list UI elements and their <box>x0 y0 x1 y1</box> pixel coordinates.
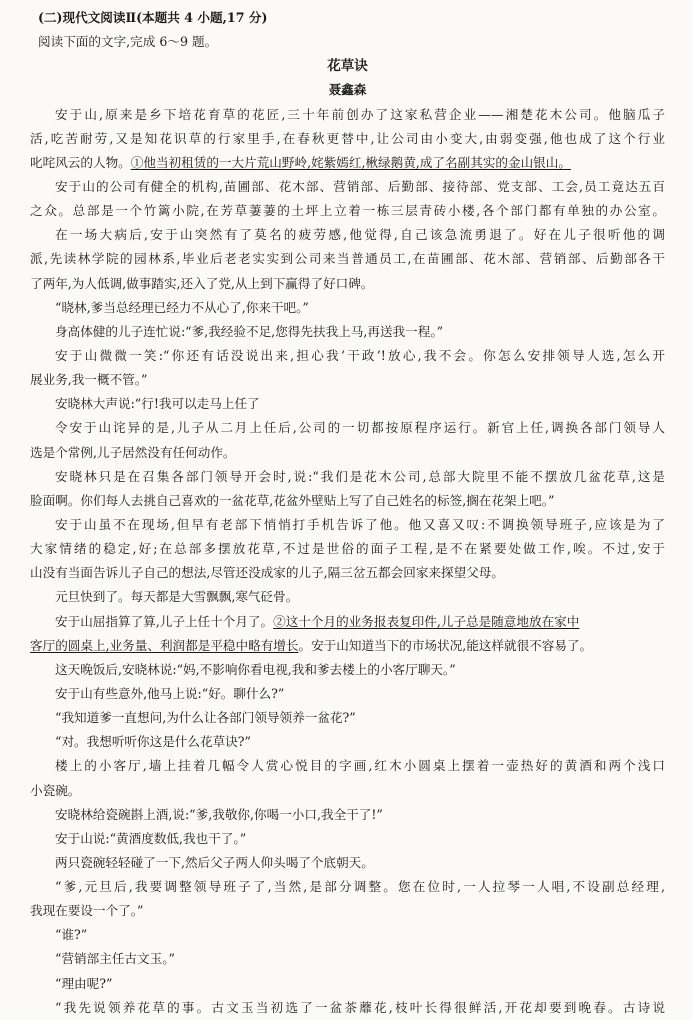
line-text: 之众。总部是一个竹篱小院,在芳草萋萋的土坪上立着一栋三层青砖小楼,各个部门都有单独的办公室。 <box>30 203 665 219</box>
text-line <box>30 972 665 996</box>
text-line <box>30 103 665 127</box>
essay-body <box>30 103 665 1020</box>
text-line <box>30 947 665 971</box>
text-line <box>30 416 665 440</box>
line-text: 安晓林只是在召集各部门领导开会时,说:“我们是花木公司,总部大院里不能不摆放几盆花草,这是 <box>55 468 665 484</box>
text-line <box>30 899 665 923</box>
line-text: 安晓林大声说:“行!我可以走马上任了 <box>55 396 260 412</box>
text-line <box>30 754 665 778</box>
text-line <box>30 851 665 875</box>
line-text: “理由呢?” <box>55 975 113 991</box>
text-line <box>30 537 665 561</box>
text-line <box>30 175 665 199</box>
underlined-sentence: 客厅的圆桌上,业务量、利润都是平稳中略有增长 <box>30 637 299 653</box>
line-text: 元旦快到了。每天都是大雪飘飘,寒气砭骨。 <box>55 589 299 605</box>
text-line <box>30 223 665 247</box>
line-text: 安于山有些意外,他马上说:“好。聊什么?” <box>55 685 285 701</box>
line-text: 展业务,我一概不管。” <box>30 372 148 388</box>
line-text: “我先说领养花草的事。古文玉当初选了一盆茶蘼花,枝叶长得很鲜活,开花却要到晚春。古诗说 <box>55 999 665 1015</box>
instruction: 阅读下面的文字,完成 6～9 题。 <box>38 34 218 50</box>
line-text: 安于山屈指算了算,儿子上任十个月了。 <box>55 613 274 629</box>
text-line <box>30 151 665 175</box>
line-text: 安晓林给瓷碗斟上酒,说:“爹,我敬你,你喝一小口,我全干了!” <box>55 806 383 822</box>
line-text: “爹,元旦后,我要调整领导班子了,当然,是部分调整。您在位时,一人拉琴一人唱,不设副总经理, <box>55 879 665 895</box>
text-line <box>30 634 665 658</box>
line-text: 安于山说:“黄酒度数低,我也干了。” <box>55 830 247 846</box>
line-text: 安于山的公司有健全的机构,苗圃部、花木部、营销部、后勤部、接待部、党支部、工会,员工竟达五百 <box>55 178 665 194</box>
line-text: 脸面啊。你们每人去挑自己喜欢的一盆花草,花盆外壁贴上写了自己姓名的标签,搁在花架上吧。” <box>30 492 555 508</box>
line-text: “我知道爹一直想问,为什么让各部门领导领养一盆花?” <box>55 710 356 726</box>
line-text: 两只瓷碗轻轻碰了一下,然后父子两人仰头喝了个底朝天。 <box>55 854 374 870</box>
text-line <box>30 320 665 344</box>
text-line <box>30 344 665 368</box>
line-text: 安于山,原来是乡下培花育草的花匠,三十年前创办了这家私营企业——湘楚花木公司。他脑瓜子 <box>55 106 665 122</box>
text-line <box>30 827 665 851</box>
author: 聂鑫森 <box>328 82 367 98</box>
underlined-sentence: ①他当初租赁的一大片荒山野岭,姹紫嫣红,楸绿鹅黄,成了名副其实的金山银山。 <box>130 154 571 170</box>
text-line <box>30 272 665 296</box>
text-line <box>30 779 665 803</box>
text-line <box>30 441 665 465</box>
line-text: 选是个常例,儿子居然没有任何动作。 <box>30 444 236 460</box>
line-text: 我现在要设一个了。” <box>30 903 144 919</box>
line-text: “对。我想听听你这是什么花草诀?” <box>55 734 251 750</box>
text-line <box>30 561 665 585</box>
line-text-tail: 。安于山知道当下的市场状况,能这样就很不容易了。 <box>298 637 593 653</box>
line-text: 在一场大病后,安于山突然有了莫名的疲劳感,他觉得,自己该急流勇退了。好在儿子很听他的调 <box>55 227 665 243</box>
text-line <box>30 392 665 416</box>
line-text: 大家情绪的稳定,好;在总部多摆放花草,不过是世俗的面子工程,是不在紧要处做工作,唉。不过,安于 <box>30 541 665 557</box>
text-line <box>30 996 665 1020</box>
line-text: 叱咤风云的人物。 <box>30 154 131 170</box>
line-text: 派,先读林学院的园林系,毕业后老老实实到公司来当普通员工,在苗圃部、花木部、营销部、后勤部各干 <box>30 251 665 267</box>
text-line <box>30 465 665 489</box>
line-text: 楼上的小客厅,墙上挂着几幅令人赏心悦目的字画,红木小圆桌上摆着一壶热好的黄酒和两个浅口 <box>55 758 665 774</box>
text-line <box>30 127 665 151</box>
line-text: 山没有当面告诉儿子自己的想法,尽管还没成家的儿子,隔三岔五都会回家来探望父母。 <box>30 565 504 581</box>
text-line <box>30 368 665 392</box>
text-line <box>30 199 665 223</box>
text-line <box>30 875 665 899</box>
text-line <box>30 247 665 271</box>
line-text: 了两年,为人低调,做事踏实,还入了党,从上到下赢得了好口碑。 <box>30 275 374 291</box>
text-line <box>30 610 665 634</box>
text-line <box>30 682 665 706</box>
line-text: “营销部主任古文玉。” <box>55 951 175 967</box>
text-line <box>30 513 665 537</box>
text-line <box>30 803 665 827</box>
text-line <box>30 923 665 947</box>
text-line <box>30 706 665 730</box>
text-line <box>30 585 665 609</box>
line-text: 安于山微微一笑:“你还有话没说出来,担心我‘干政’!放心,我不会。你怎么安排领导人选,怎么开 <box>55 347 665 363</box>
text-line <box>30 730 665 754</box>
line-text: 令安于山诧异的是,儿子从二月上任后,公司的一切都按原程序运行。新官上任,调换各部门领导人 <box>55 420 665 436</box>
line-text: 身高体健的儿子连忙说:“爹,我经验不足,您得先扶我上马,再送我一程。” <box>55 323 444 339</box>
text-line <box>30 489 665 513</box>
line-text: “谁?” <box>55 927 88 943</box>
line-text: 活,吃苦耐劳,又是知花识草的行家里手,在春秋更替中,让公司由小变大,由弱变强,他也成了这个行业 <box>30 130 665 146</box>
underlined-sentence: ②这十个月的业务报表复印件,儿子总是随意地放在家中 <box>273 613 580 629</box>
text-line <box>30 296 665 320</box>
line-text: 这天晚饭后,安晓林说:“妈,不影响你看电视,我和爹去楼上的小客厅聊天。” <box>55 661 456 677</box>
line-text: 小瓷碗。 <box>30 782 81 798</box>
section-header: (二)现代文阅读Ⅱ(本题共 4 小题,17 分) <box>38 10 268 25</box>
line-text: “晓林,爹当总经理已经力不从心了,你来干吧。” <box>55 299 309 315</box>
text-line <box>30 658 665 682</box>
essay-title: 花草诀 <box>327 58 368 75</box>
line-text: 安于山虽不在现场,但早有老部下悄悄打手机告诉了他。他又喜又叹:不调换领导班子,应该是为了 <box>55 516 665 532</box>
